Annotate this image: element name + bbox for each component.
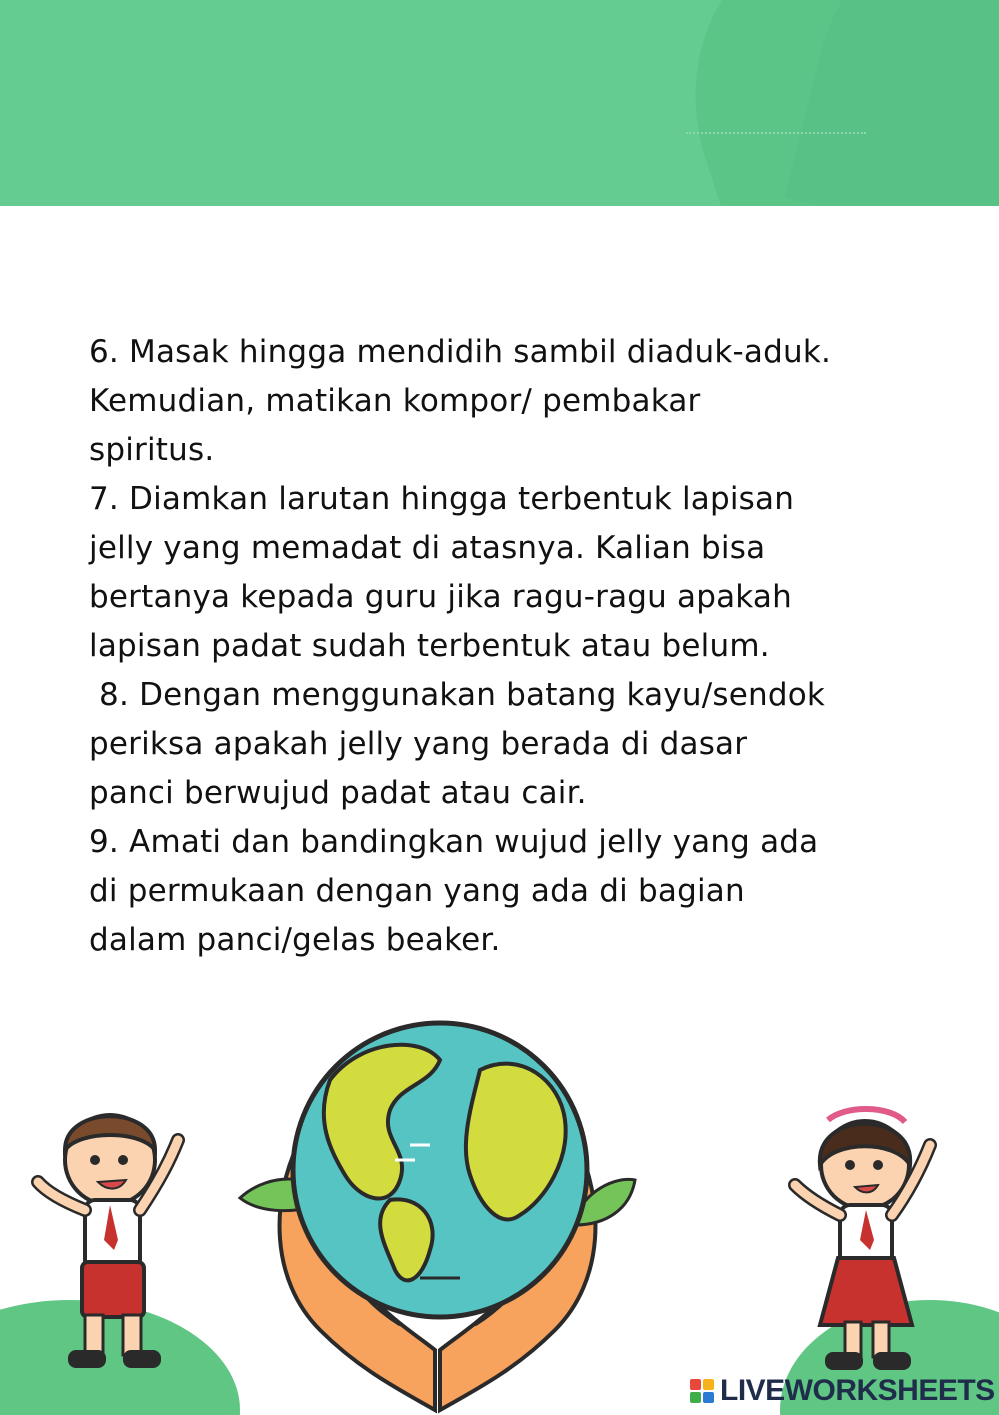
paragraph-line: lapisan padat sudah terbentuk atau belum. [89, 628, 770, 664]
paragraph-line: panci berwujud padat atau cair. [89, 775, 587, 811]
paragraph-line: jelly yang memadat di atasnya. Kalian bisa [89, 530, 766, 566]
paragraph-line: spiritus. [89, 432, 215, 468]
paragraph-line: 7. Diamkan larutan hingga terbentuk lapisan [89, 481, 795, 517]
paragraph-line: 9. Amati dan bandingkan wujud jelly yang ada [89, 824, 819, 860]
globe-icon [293, 1023, 587, 1317]
liveworksheets-logo [690, 1372, 995, 1410]
header-band [0, 0, 999, 206]
paragraph-line: periksa apakah jelly yang berada di dasar [89, 726, 748, 762]
paragraph-line: 6. Masak hingga mendidih sambil diaduk-aduk. [89, 334, 832, 370]
logo-text: LIVEWORKSHEETS [720, 1374, 995, 1407]
paragraph-line: di permukaan dengan yang ada di bagian [89, 873, 745, 909]
paragraph-line: Kemudian, matikan kompor/ pembakar [89, 383, 701, 419]
paragraph-line: 8. Dengan menggunakan batang kayu/sendok [89, 677, 826, 713]
paragraph-line: bertanya kepada guru jika ragu-ragu apakah [89, 579, 792, 615]
paragraph-line: dalam panci/gelas beaker. [89, 922, 501, 958]
liveworksheets-grid-icon [690, 1379, 714, 1403]
header-dotted-line [686, 132, 866, 134]
earth-hands-children-illustration [0, 1000, 999, 1415]
instruction-text [89, 328, 909, 965]
